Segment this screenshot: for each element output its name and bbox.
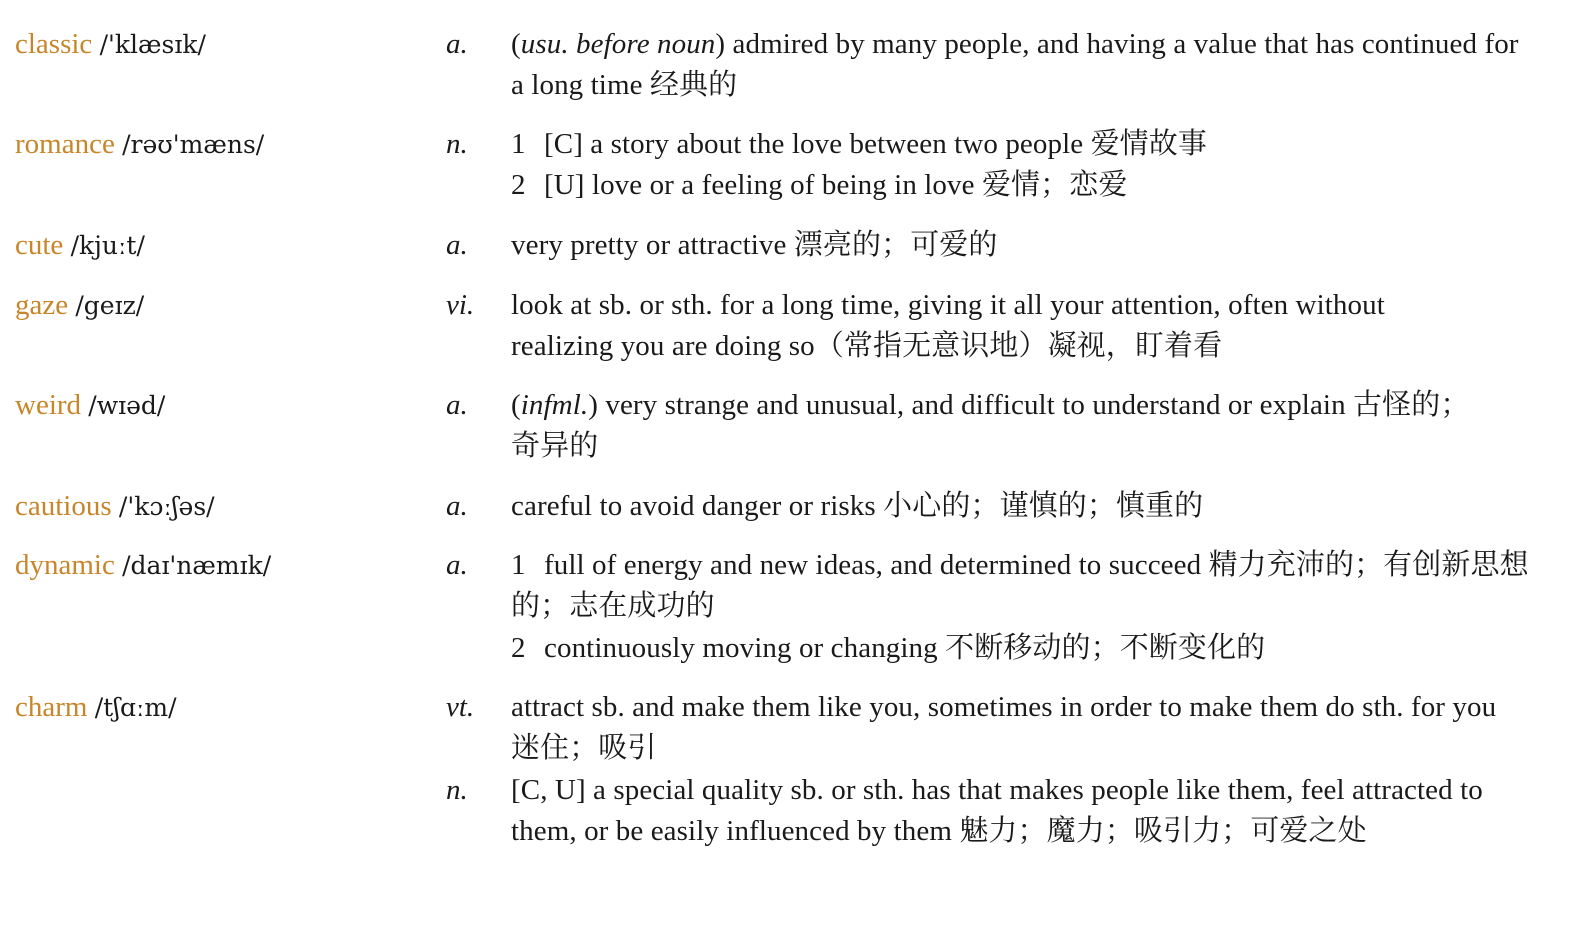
definition [511, 770, 1531, 852]
part-of-speech: vi. [446, 289, 475, 321]
entry-headword [15, 687, 177, 728]
headword: classic [15, 28, 93, 60]
definition-text: look at sb. or sth. for a long time, giving it all your attention, often without realizing you are doing so（常指无意识地）凝视，盯着看 [511, 289, 1385, 362]
entry-headword [15, 124, 264, 165]
headword: cute [15, 229, 64, 261]
definition [511, 165, 1531, 206]
part-of-speech: n. [446, 128, 468, 160]
definition-text: careful to avoid danger or risks 小心的；谨慎的；慎重的 [511, 490, 1204, 522]
usage-label: infml. [520, 389, 589, 421]
usage-label: usu. before noun [520, 28, 716, 60]
definition [511, 545, 1531, 627]
part-of-speech: a. [446, 389, 468, 421]
entry-headword [15, 545, 271, 586]
pronunciation: /tʃɑːm/ [94, 693, 177, 722]
entry-headword [15, 24, 206, 65]
sense-number: 2 [511, 632, 526, 664]
definition [511, 124, 1531, 165]
entry-headword [15, 385, 165, 426]
headword: weird [15, 389, 82, 421]
headword: gaze [15, 289, 69, 321]
pronunciation: /geɪz/ [75, 291, 145, 320]
pronunciation: /'klæsɪk/ [99, 30, 206, 59]
pronunciation: /'kɔːʃəs/ [118, 492, 215, 521]
part-of-speech: a. [446, 490, 468, 522]
definition [511, 628, 1531, 669]
part-of-speech: vt. [446, 691, 475, 723]
entry-headword [15, 225, 145, 266]
headword: cautious [15, 490, 112, 522]
definition: (usu. before noun) admired by many people, and having a value that has continued for a long time 经典的 [511, 28, 1519, 101]
definition-text: very strange and unusual, and difficult to understand or explain 古怪的；奇异的 [511, 389, 1470, 462]
part-of-speech: a. [446, 229, 468, 261]
definition-text: very pretty or attractive 漂亮的；可爱的 [511, 229, 998, 261]
definition-text: attract sb. and make them like you, sometimes in order to make them do sth. for you 迷住；吸引 [511, 691, 1497, 764]
pronunciation: /daɪ'næmɪk/ [122, 551, 272, 580]
definition-text: continuously moving or changing 不断移动的；不断变化的 [544, 632, 1266, 664]
definition-text: [U] love or a feeling of being in love 爱情；恋爱 [544, 169, 1128, 201]
entry-headword [15, 486, 215, 527]
definition [511, 687, 1531, 769]
part-of-speech: n. [446, 774, 468, 806]
part-of-speech: a. [446, 549, 468, 581]
definition-text: [C] a story about the love between two people 爱情故事 [544, 128, 1207, 160]
sense-number: 1 [511, 128, 526, 160]
sense-number: 1 [511, 549, 526, 581]
definition [511, 486, 1531, 527]
headword: romance [15, 128, 115, 160]
sense-number: 2 [511, 169, 526, 201]
definition [511, 285, 1411, 367]
definition: (infml.) very strange and unusual, and difficult to understand or explain 古怪的；奇异的 [511, 389, 1470, 462]
pronunciation: /kjuːt/ [70, 231, 145, 260]
headword: charm [15, 691, 88, 723]
pronunciation: /rəʊ'mæns/ [122, 130, 265, 159]
part-of-speech: a. [446, 28, 468, 60]
headword: dynamic [15, 549, 115, 581]
entry-headword [15, 285, 144, 326]
definition [511, 225, 1531, 266]
pronunciation: /wɪəd/ [88, 391, 166, 420]
definition-text: [C, U] a special quality sb. or sth. has that makes people like them, feel attracted to them, or be easily influenced by them 魅力；魔力；吸引力；可爱之处 [511, 774, 1483, 847]
definition-text: admired by many people, and having a value that has continued for a long time 经典的 [511, 28, 1519, 101]
definition-text: full of energy and new ideas, and determined to succeed 精力充沛的；有创新思想的；志在成功的 [511, 549, 1529, 622]
